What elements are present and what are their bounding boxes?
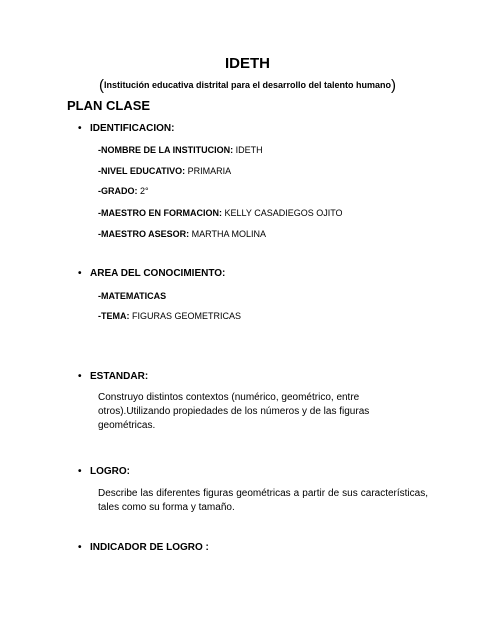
field-label: -GRADO: [98, 186, 138, 196]
field-label: -NOMBRE DE LA INSTITUCION: [98, 145, 234, 155]
estandar-text: Construyo distintos contextos (numérico, geométrico, entre otros).Utilizando propiedades de los números y de las figuras geométricas. [98, 392, 370, 431]
field-value: IDETH [233, 145, 263, 155]
bullet-icon: • [78, 371, 82, 382]
section-heading: IDENTIFICACION: [90, 123, 175, 134]
section-logro [78, 466, 130, 477]
field-value: FIGURAS GEOMETRICAS [129, 311, 242, 321]
plan-title: PLAN CLASE [67, 98, 151, 113]
section-heading: LOGRO: [90, 466, 130, 477]
field-maestro-asesor [98, 229, 266, 239]
field-matematicas [98, 291, 166, 301]
document-subtitle [0, 77, 495, 94]
section-area-conocimiento [78, 268, 225, 279]
section-indicador-logro [78, 542, 209, 553]
subtitle-open-paren: ( [98, 77, 104, 94]
field-label: -NIVEL EDUCATIVO: [98, 166, 186, 176]
field-grado [98, 186, 149, 196]
subtitle-close-paren: ) [391, 77, 397, 94]
logro-text: Describe las diferentes figuras geométricas a partir de sus características, tales como su forma y tamaño. [98, 488, 428, 513]
field-label: -MATEMATICAS [98, 291, 167, 301]
section-heading: AREA DEL CONOCIMIENTO: [90, 268, 226, 279]
section-estandar [78, 371, 148, 382]
bullet-icon: • [78, 466, 82, 477]
field-nivel-educativo [98, 166, 231, 176]
document-title: IDETH [225, 55, 270, 72]
bullet-icon: • [78, 268, 82, 279]
field-value: MARTHA MOLINA [189, 229, 267, 239]
field-maestro-formacion [98, 208, 343, 218]
bullet-icon: • [78, 542, 82, 553]
field-value: KELLY CASADIEGOS OJITO [222, 208, 343, 218]
section-heading: INDICADOR DE LOGRO : [90, 542, 209, 553]
field-label: -TEMA: [98, 311, 130, 321]
bullet-icon: • [78, 123, 82, 134]
field-tema [98, 311, 241, 321]
subtitle-text: Institución educativa distrital para el desarrollo del talento humano [103, 80, 392, 90]
section-heading: ESTANDAR: [90, 371, 149, 382]
field-nombre-institucion [98, 145, 263, 155]
section-identificacion [78, 123, 174, 134]
field-label: -MAESTRO ASESOR: [98, 229, 190, 239]
field-value: 2° [137, 186, 149, 196]
field-label: -MAESTRO EN FORMACION: [98, 208, 222, 218]
field-value: PRIMARIA [185, 166, 232, 176]
